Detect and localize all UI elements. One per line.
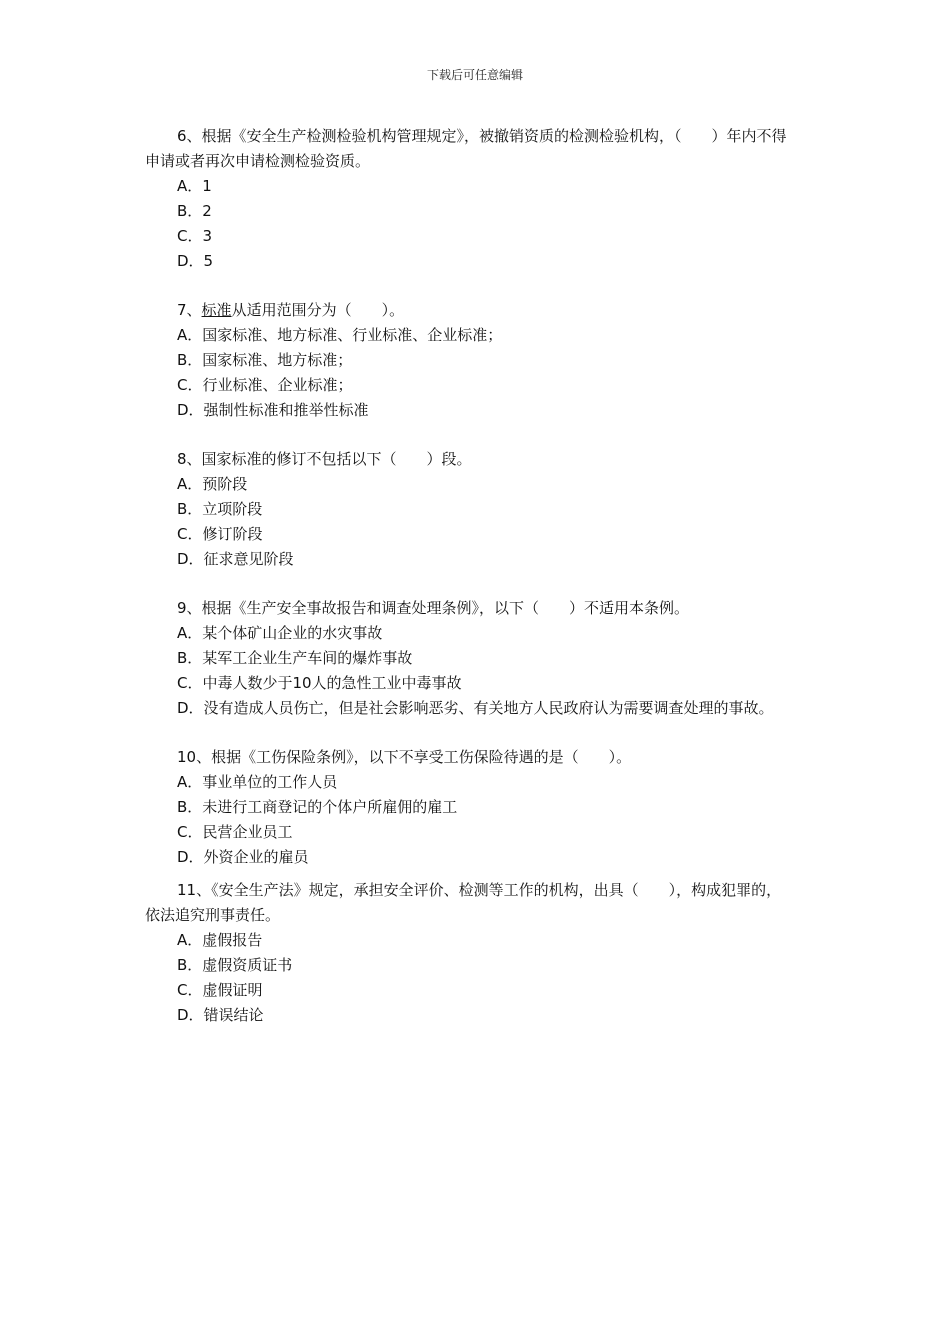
question-9: [145, 596, 795, 721]
question-11: [145, 878, 795, 1028]
question-7: [145, 298, 795, 423]
option-a: A．1: [177, 177, 212, 195]
spacer: [145, 423, 795, 447]
spacer: [145, 572, 795, 596]
option-a: A．事业单位的工作人员: [177, 773, 338, 791]
question-text: [145, 298, 795, 323]
question-text: 8、国家标准的修订不包括以下（ ）段。: [177, 450, 472, 468]
option-c: C．修订阶段: [177, 525, 263, 543]
option-c: C．中毒人数少于10人的急性工业中毒事故: [177, 674, 462, 692]
option-a: A．国家标准、地方标准、行业标准、企业标准；: [177, 326, 503, 344]
option-d: D．5: [177, 252, 214, 270]
question-8: [145, 447, 795, 572]
option-d: D．强制性标准和推举性标准: [177, 401, 369, 419]
spacer: [145, 274, 795, 298]
option-d: D．错误结论: [177, 1006, 264, 1024]
question-10: [145, 745, 795, 870]
option-b: B．虚假资质证书: [177, 956, 293, 974]
question-text: 6、根据《安全生产检测检验机构管理规定》，被撤销资质的检测检验机构，（ ）年内不得申请或者再次申请检测检验资质。: [145, 127, 787, 170]
option-d: D．外资企业的雇员: [177, 848, 309, 866]
option-b: B．某军工企业生产车间的爆炸事故: [177, 649, 413, 667]
question-list: [145, 124, 795, 1028]
option-b: B．立项阶段: [177, 500, 263, 518]
question-number: 7、: [177, 301, 202, 319]
option-c: C．民营企业员工: [177, 823, 293, 841]
option-c: C．虚假证明: [177, 981, 263, 999]
option-a: A．某个体矿山企业的水灾事故: [177, 624, 383, 642]
option-d: D．没有造成人员伤亡，但是社会影响恶劣、有关地方人民政府认为需要调查处理的事故。: [177, 699, 774, 717]
spacer: [145, 870, 795, 878]
option-d: D．征求意见阶段: [177, 550, 294, 568]
underlined-term: 标准: [201, 301, 232, 319]
option-b: B．未进行工商登记的个体户所雇佣的雇工: [177, 798, 458, 816]
option-b: B．2: [177, 202, 212, 220]
question-6: [145, 124, 795, 274]
question-rest: 从适用范围分为（ ）。: [231, 301, 405, 319]
question-text: 9、根据《生产安全事故报告和调查处理条例》，以下（ ）不适用本条例。: [177, 599, 690, 617]
option-a: A．预阶段: [177, 475, 248, 493]
option-a: A．虚假报告: [177, 931, 263, 949]
option-c: C．3: [177, 227, 213, 245]
question-text: 10、根据《工伤保险条例》，以下不享受工伤保险待遇的是（ ）。: [177, 748, 632, 766]
option-c: C．行业标准、企业标准；: [177, 376, 353, 394]
question-text: 11、《安全生产法》规定，承担安全评价、检测等工作的机构，出具（ ），构成犯罪的，依法追究刑事责任。: [145, 881, 782, 924]
spacer: [145, 721, 795, 745]
option-b: B．国家标准、地方标准；: [177, 351, 353, 369]
page-header: 下载后可任意编辑: [426, 68, 523, 82]
